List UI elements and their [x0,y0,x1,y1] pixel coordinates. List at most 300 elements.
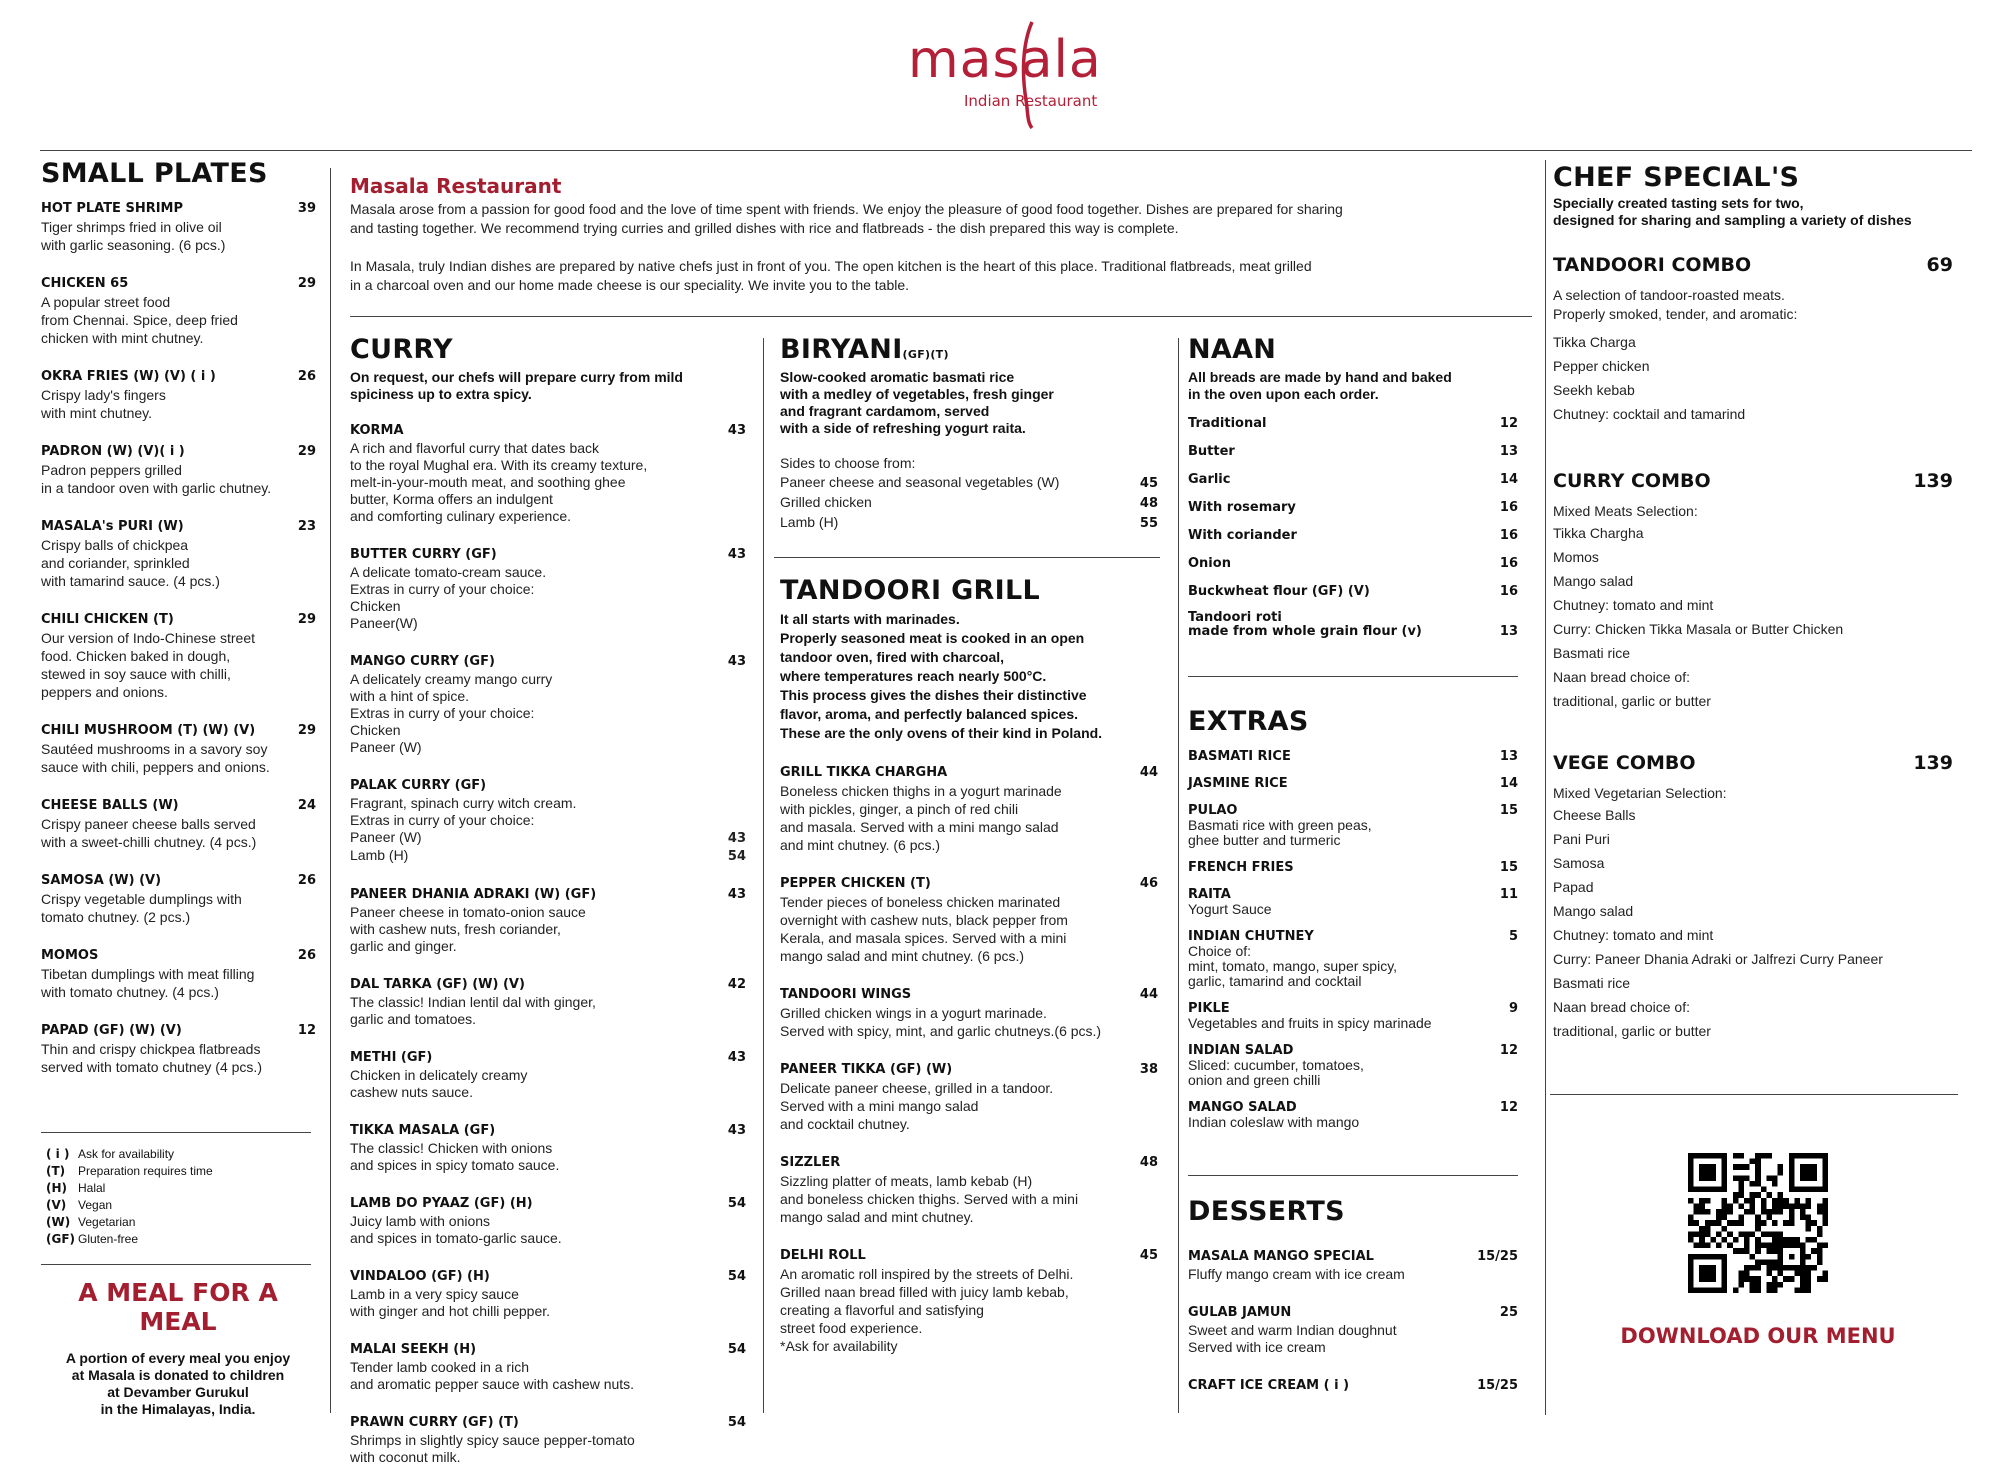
option-price: 54 [727,849,746,864]
naan-name: Traditional [1188,416,1267,431]
item-name: CHILI CHICKEN (T) [41,612,174,627]
combo-line: Cheese Balls [1553,807,1636,823]
item-option [350,847,746,865]
item-desc-line: Extras in curry of your choice: [350,812,535,828]
item-name: CHICKEN 65 [41,276,129,291]
item-name: DAL TARKA (GF) (W) (V) [350,977,525,992]
item-header [350,652,746,671]
naan-item [1188,500,1518,515]
combo-line: Tikka Charga [1553,334,1636,350]
item-name: PEPPER CHICKEN (T) [780,876,931,891]
menu-item [350,421,746,525]
item-desc-line: garlic and tomatoes. [350,1011,477,1027]
item-desc-line: chicken with mint chutney. [41,330,204,346]
naan-price: 14 [1499,472,1518,487]
item-price: 26 [297,948,316,963]
meal-title: A MEAL FOR A MEAL [78,1278,278,1336]
text-line: In Masala, truly Indian dishes are prepared by native chefs just in front of you. The open kitchen is the heart of this place. Traditional flatbreads, meat grilled [350,258,1312,274]
item-desc-line: Boneless chicken thighs in a yogurt marinade [780,783,1062,799]
item-header [350,421,746,440]
combo-price: 69 [1926,254,1953,276]
curry-section [350,334,746,1466]
menu-item [41,721,316,776]
item-desc-line: A rich and flavorful curry that dates back [350,440,600,456]
naan-name: Butter [1188,444,1235,459]
menu-item [1188,860,1518,875]
intro [350,174,1530,295]
menu-item [1188,1001,1518,1031]
legend [46,1146,306,1248]
item-desc-line: Crispy balls of chickpea [41,537,189,553]
combo-intro [1553,784,1953,803]
item-price: 12 [297,1023,316,1038]
naan-item [1188,584,1518,599]
section-title: DESSERTS [1188,1196,1345,1227]
combo [1553,254,1953,426]
combo-line: Chutney: tomato and mint [1553,597,1714,613]
combo-price: 139 [1913,752,1953,774]
combo-line: Momos [1553,549,1599,565]
column-divider [763,338,764,1413]
item-desc-line: from Chennai. Spice, deep fried [41,312,238,328]
item-desc-line: with coconut milk. [350,1449,461,1465]
legend-text: Preparation requires time [78,1164,213,1178]
combo-line: Chutney: cocktail and tamarind [1553,406,1746,422]
item-price: 38 [1139,1062,1158,1077]
legend-row [46,1197,306,1214]
legend-code: (V) [46,1198,67,1212]
item-desc-line: with a hint of spice. [350,688,470,704]
item-header [1188,887,1518,902]
text-line: tandoor oven, fired with charcoal, [780,649,1005,665]
item-price: 5 [1508,929,1518,944]
item-header [41,1021,316,1040]
item-desc-line: A popular street food [41,294,171,310]
menu-item [350,1413,746,1466]
text-line: in the Himalayas, India. [100,1401,256,1417]
text-line: with a side of refreshing yogurt raita. [780,420,1026,436]
item-price: 54 [727,1342,746,1357]
item-desc-line: Juicy lamb with onions [350,1213,491,1229]
menu-item [1188,887,1518,917]
item-header [780,1153,1158,1172]
naan-price: 12 [1499,416,1518,431]
menu-item [1188,803,1518,848]
menu-item [1188,1043,1518,1088]
naan-item [1188,528,1518,543]
item-desc-line: with tamarind sauce. (4 pcs.) [41,573,220,589]
option-label: Paneer (W) [350,829,422,845]
naan-divider [1188,676,1518,677]
intro-divider [350,316,1532,317]
item-name: JASMINE RICE [1188,776,1288,791]
naan-name: With rosemary [1188,500,1296,515]
item-header [780,985,1158,1004]
item-name: LAMB DO PYAAZ (GF) (H) [350,1196,533,1211]
item-desc-line: onion and green chilli [1188,1072,1321,1088]
item-header [350,1413,746,1432]
item-desc-line: Chicken [350,722,401,738]
item-desc-line: with cashew nuts, fresh coriander, [350,921,561,937]
combo-intro-line: Properly smoked, tender, and aromatic: [1553,306,1798,322]
item-name: BUTTER CURRY (GF) [350,547,497,562]
item-option [350,829,746,847]
menu-item [41,796,316,851]
biryani-side [780,513,1158,533]
item-desc-line: Tiger shrimps fried in olive oil [41,219,222,235]
side-label: Lamb (H) [780,514,839,530]
item-desc-line: Paneer(W) [350,615,418,631]
item-name: BASMATI RICE [1188,749,1291,764]
combo-name: TANDOORI COMBO [1553,254,1752,276]
item-header [1188,776,1518,791]
legend-row [46,1214,306,1231]
item-name: MALAI SEEKH (H) [350,1342,477,1357]
item-desc-line: Extras in curry of your choice: [350,705,535,721]
menu-item [350,1048,746,1101]
logo-flourish [1018,20,1038,130]
menu-item [780,1153,1158,1226]
item-price: 43 [727,887,746,902]
item-desc-line: garlic, tamarind and cocktail [1188,973,1362,989]
header-divider [40,150,1972,151]
item-price: 43 [727,1050,746,1065]
menu-item [41,199,316,254]
item-desc-line: butter, Korma offers an indulgent [350,491,553,507]
item-header [41,610,316,629]
combo-line: Samosa [1553,855,1605,871]
text-line: Specially created tasting sets for two, [1553,195,1804,211]
item-name: CHEESE BALLS (W) [41,798,179,813]
side-price: 45 [1139,476,1158,491]
combo-intro [1553,286,1953,324]
item-desc-line: overnight with cashew nuts, black pepper from [780,912,1068,928]
item-name: PADRON (W) (V)( i ) [41,444,185,459]
item-desc-line: melt-in-your-mouth meat, and soothing ghee [350,474,626,490]
item-header [780,874,1158,893]
item-desc-line: with ginger and hot chilli pepper. [350,1303,551,1319]
item-header [350,1194,746,1213]
item-header [1188,1376,1518,1395]
menu-item [41,871,316,926]
item-name: PIKLE [1188,1001,1230,1016]
item-header [350,545,746,564]
item-desc-line: and spices in spicy tomato sauce. [350,1157,560,1173]
combo-intro [1553,502,1953,521]
biryani-tags: (GF)(T) [902,348,949,361]
item-name: TANDOORI WINGS [780,987,912,1002]
menu-item [350,776,746,865]
extras-section [1188,706,1518,1130]
item-desc-line: creating a flavorful and satisfying [780,1302,984,1318]
item-price: 48 [1139,1155,1158,1170]
item-desc-line: with garlic seasoning. (6 pcs.) [41,237,226,253]
naan-name: Buckwheat flour (GF) (V) [1188,584,1370,599]
item-desc-line: Sweet and warm Indian doughnut [1188,1322,1397,1338]
item-desc-line: Extras in curry of your choice: [350,581,535,597]
item-desc-line: tomato chutney. (2 pcs.) [41,909,191,925]
item-desc-line: mango salad and mint chutney. [780,1209,974,1225]
item-desc-line: Paneer cheese in tomato-onion sauce [350,904,586,920]
combo-line: Basmati rice [1553,975,1631,991]
item-desc-line: Our version of Indo-Chinese street [41,630,255,646]
item-desc-line: Sliced: cucumber, tomatoes, [1188,1057,1364,1073]
combo-line: Seekh kebab [1553,382,1635,398]
item-price: 29 [297,723,316,738]
item-name: TIKKA MASALA (GF) [350,1123,496,1138]
legend-row [46,1163,306,1180]
naan-name: Onion [1188,556,1231,571]
item-header [1188,1100,1518,1115]
menu-item [1188,1376,1518,1395]
chef-divider [1550,1094,1958,1095]
item-desc-line: The classic! Chicken with onions [350,1140,553,1156]
item-desc-line: ghee butter and turmeric [1188,832,1341,848]
text-line: and fragrant cardamom, served [780,403,990,419]
item-price: 23 [297,519,316,534]
item-desc-line: Chicken in delicately creamy [350,1067,528,1083]
item-desc-line: Basmati rice with green peas, [1188,817,1372,833]
option-price: 43 [727,831,746,846]
item-name: PANEER TIKKA (GF) (W) [780,1062,953,1077]
naan-roti [1188,611,1518,639]
combo-line: Naan bread choice of: [1553,669,1690,685]
item-name: CRAFT ICE CREAM ( i ) [1188,1378,1350,1393]
combo-line: Naan bread choice of: [1553,999,1690,1015]
item-price: 29 [297,276,316,291]
item-header [1188,929,1518,944]
section-title: CHEF SPECIAL'S [1553,162,1800,193]
legend-row [46,1231,306,1248]
item-desc-line: with a sweet-chilli chutney. (4 pcs.) [41,834,257,850]
combo-lines [1553,803,1953,1043]
item-desc-line: Lamb in a very spicy sauce [350,1286,519,1302]
item-name: SAMOSA (W) (V) [41,873,162,888]
text-line: designed for sharing and sampling a variety of dishes [1553,212,1912,228]
item-desc-line: Thin and crispy chickpea flatbreads [41,1041,261,1057]
combo-line: Mango salad [1553,573,1634,589]
item-header [41,871,316,890]
item-price: 26 [297,369,316,384]
item-price: 13 [1499,749,1518,764]
item-price: 12 [1499,1043,1518,1058]
item-price: 43 [727,547,746,562]
item-desc-line: Served with ice cream [1188,1339,1326,1355]
item-desc-line: Kerala, and masala spices. Served with a mini [780,930,1067,946]
combo-line: Papad [1553,879,1594,895]
side-label: Grilled chicken [780,494,872,510]
menu-item [350,1194,746,1247]
naan-price: 16 [1499,556,1518,571]
item-desc-line: A delicate tomato-cream sauce. [350,564,547,580]
item-desc-line: and masala. Served with a mini mango salad [780,819,1059,835]
text-line: All breads are made by hand and baked [1188,369,1452,385]
item-price: 25 [1499,1305,1518,1320]
menu-item [1188,1247,1518,1283]
item-price: 44 [1139,987,1158,1002]
item-header [1188,749,1518,764]
download-menu-link[interactable]: DOWNLOAD OUR MENU [1620,1324,1896,1348]
item-desc-line: street food experience. [780,1320,923,1336]
combo-lines [1553,521,1953,713]
menu-item [780,763,1158,854]
item-desc-line: cashew nuts sauce. [350,1084,473,1100]
naan-price: 16 [1499,584,1518,599]
item-header [1188,1043,1518,1058]
item-desc-line: Sautéed mushrooms in a savory soy [41,741,268,757]
item-name: SIZZLER [780,1155,841,1170]
combo-name: VEGE COMBO [1553,752,1696,774]
roti-line1: Tandoori roti [1188,610,1282,625]
item-desc-line: food. Chicken baked in dough, [41,648,231,664]
item-desc-line: Crispy lady's fingers [41,387,166,403]
menu-item [780,874,1158,965]
item-name: DELHI ROLL [780,1248,866,1263]
text-line: in a charcoal oven and our home made cheese is our speciality. We invite you to the table. [350,277,910,293]
text-line: A portion of every meal you enjoy [65,1350,291,1366]
item-header [41,199,316,218]
item-desc-line: and comforting culinary experience. [350,508,572,524]
item-desc-line: *Ask for availability [780,1338,898,1354]
item-price: 24 [297,798,316,813]
item-desc-line: Served with spicy, mint, and garlic chutneys.(6 pcs.) [780,1023,1102,1039]
item-header [41,517,316,536]
item-price: 15/25 [1477,1249,1518,1264]
item-desc-line: Grilled naan bread filled with juicy lamb kebab, [780,1284,1069,1300]
item-header [1188,1001,1518,1016]
item-header [350,1048,746,1067]
legend-code: (GF) [46,1232,76,1246]
item-desc-line: with mint chutney. [41,405,153,421]
naan-item [1188,444,1518,459]
menu-item [350,545,746,632]
item-header [41,721,316,740]
item-name: INDIAN CHUTNEY [1188,929,1314,944]
naan-item [1188,472,1518,487]
item-desc-line: Tender pieces of boneless chicken marinated [780,894,1061,910]
option-label: Lamb (H) [350,847,409,863]
section-title: TANDOORI GRILL [780,575,1040,606]
item-name: GRILL TIKKA CHARGHA [780,765,948,780]
item-desc-line: Sizzling platter of meats, lamb kebab (H) [780,1173,1033,1189]
item-header [1188,1247,1518,1266]
item-desc-line: with pickles, ginger, a pinch of red chili [780,801,1019,817]
combo-line: Tikka Chargha [1553,525,1644,541]
item-header [350,1267,746,1286]
item-desc-line: and spices in tomato-garlic sauce. [350,1230,562,1246]
chef-special-section [1553,162,1953,229]
legend-code: (T) [46,1164,66,1178]
combo-intro-line: A selection of tandoor-roasted meats. [1553,287,1785,303]
roti-line2: made from whole grain flour (v) [1188,624,1422,639]
item-header [41,367,316,386]
combo-line: Curry: Chicken Tikka Masala or Butter Chicken [1553,621,1844,637]
biryani-side [780,493,1158,513]
item-desc-line: and aromatic pepper sauce with cashew nuts. [350,1376,635,1392]
item-price: 54 [727,1196,746,1211]
text-line: in the oven upon each order. [1188,386,1379,402]
side-label: Paneer cheese and seasonal vegetables (W) [780,474,1060,490]
item-price: 43 [727,1123,746,1138]
item-desc-line: to the royal Mughal era. With its creamy texture, [350,457,648,473]
section-title: CURRY [350,334,453,365]
legend-code: (W) [46,1215,71,1229]
naan-price: 13 [1499,444,1518,459]
item-desc-line: Crispy paneer cheese balls served [41,816,256,832]
combo-line: Pani Puri [1553,831,1610,847]
item-name: MASALA MANGO SPECIAL [1188,1249,1374,1264]
combo-line: traditional, garlic or butter [1553,693,1711,709]
item-name: PALAK CURRY (GF) [350,778,487,793]
menu-item [1188,776,1518,791]
menu-item [350,885,746,955]
section-title: NAAN [1188,334,1277,365]
logo-word: masala [908,30,1102,90]
item-name: METHI (GF) [350,1050,433,1065]
item-desc-line: stewed in soy sauce with chilli, [41,666,231,682]
item-desc-line: in a tandoor oven with garlic chutney. [41,480,272,496]
column-divider [1545,160,1546,1415]
meal-for-meal [38,1278,318,1418]
item-header [780,1060,1158,1079]
naan-price: 16 [1499,528,1518,543]
text-line: spiciness up to extra spicy. [350,386,532,402]
menu-item [41,1021,316,1076]
item-name: INDIAN SALAD [1188,1043,1294,1058]
section-title [780,334,1158,365]
item-header [41,946,316,965]
combo-line: Curry: Paneer Dhania Adraki or Jalfrezi Curry Paneer [1553,951,1883,967]
item-header [350,885,746,904]
item-desc-line: garlic and ginger. [350,938,457,954]
item-price: 39 [297,201,316,216]
column-divider [330,168,331,1413]
item-header [780,763,1158,782]
item-header [1188,803,1518,818]
naan-item [1188,416,1518,431]
item-header [1188,860,1518,875]
meal-divider [41,1264,311,1265]
item-desc-line: Served with a mini mango salad [780,1098,979,1114]
item-price: 43 [727,654,746,669]
small-plates-section [41,158,316,1076]
qr-code[interactable] [1688,1153,1828,1293]
item-price: 14 [1499,776,1518,791]
menu-item [350,1121,746,1174]
text-line: It all starts with marinades. [780,611,960,627]
item-price: 44 [1139,765,1158,780]
naan-item [1188,556,1518,571]
item-desc-line: Fragrant, spinach curry witch cream. [350,795,577,811]
item-name: PANEER DHANIA ADRAKI (W) (GF) [350,887,597,902]
combo-price: 139 [1913,470,1953,492]
menu-item [1188,1303,1518,1356]
legend-row [46,1146,306,1163]
item-desc-line: sauce with chili, peppers and onions. [41,759,270,775]
menu-item [1188,1100,1518,1130]
roti-price: 13 [1499,624,1518,639]
item-name: CHILI MUSHROOM (T) (W) (V) [41,723,256,738]
item-desc-line: Grilled chicken wings in a yogurt marinade. [780,1005,1047,1021]
legend-code: ( i ) [46,1147,70,1161]
item-price: 11 [1499,887,1518,902]
item-desc-line: Yogurt Sauce [1188,901,1272,917]
legend-text: Vegan [78,1198,113,1212]
item-header [1188,1303,1518,1322]
item-price: 15 [1499,860,1518,875]
item-price: 42 [727,977,746,992]
legend-text: Halal [78,1181,106,1195]
